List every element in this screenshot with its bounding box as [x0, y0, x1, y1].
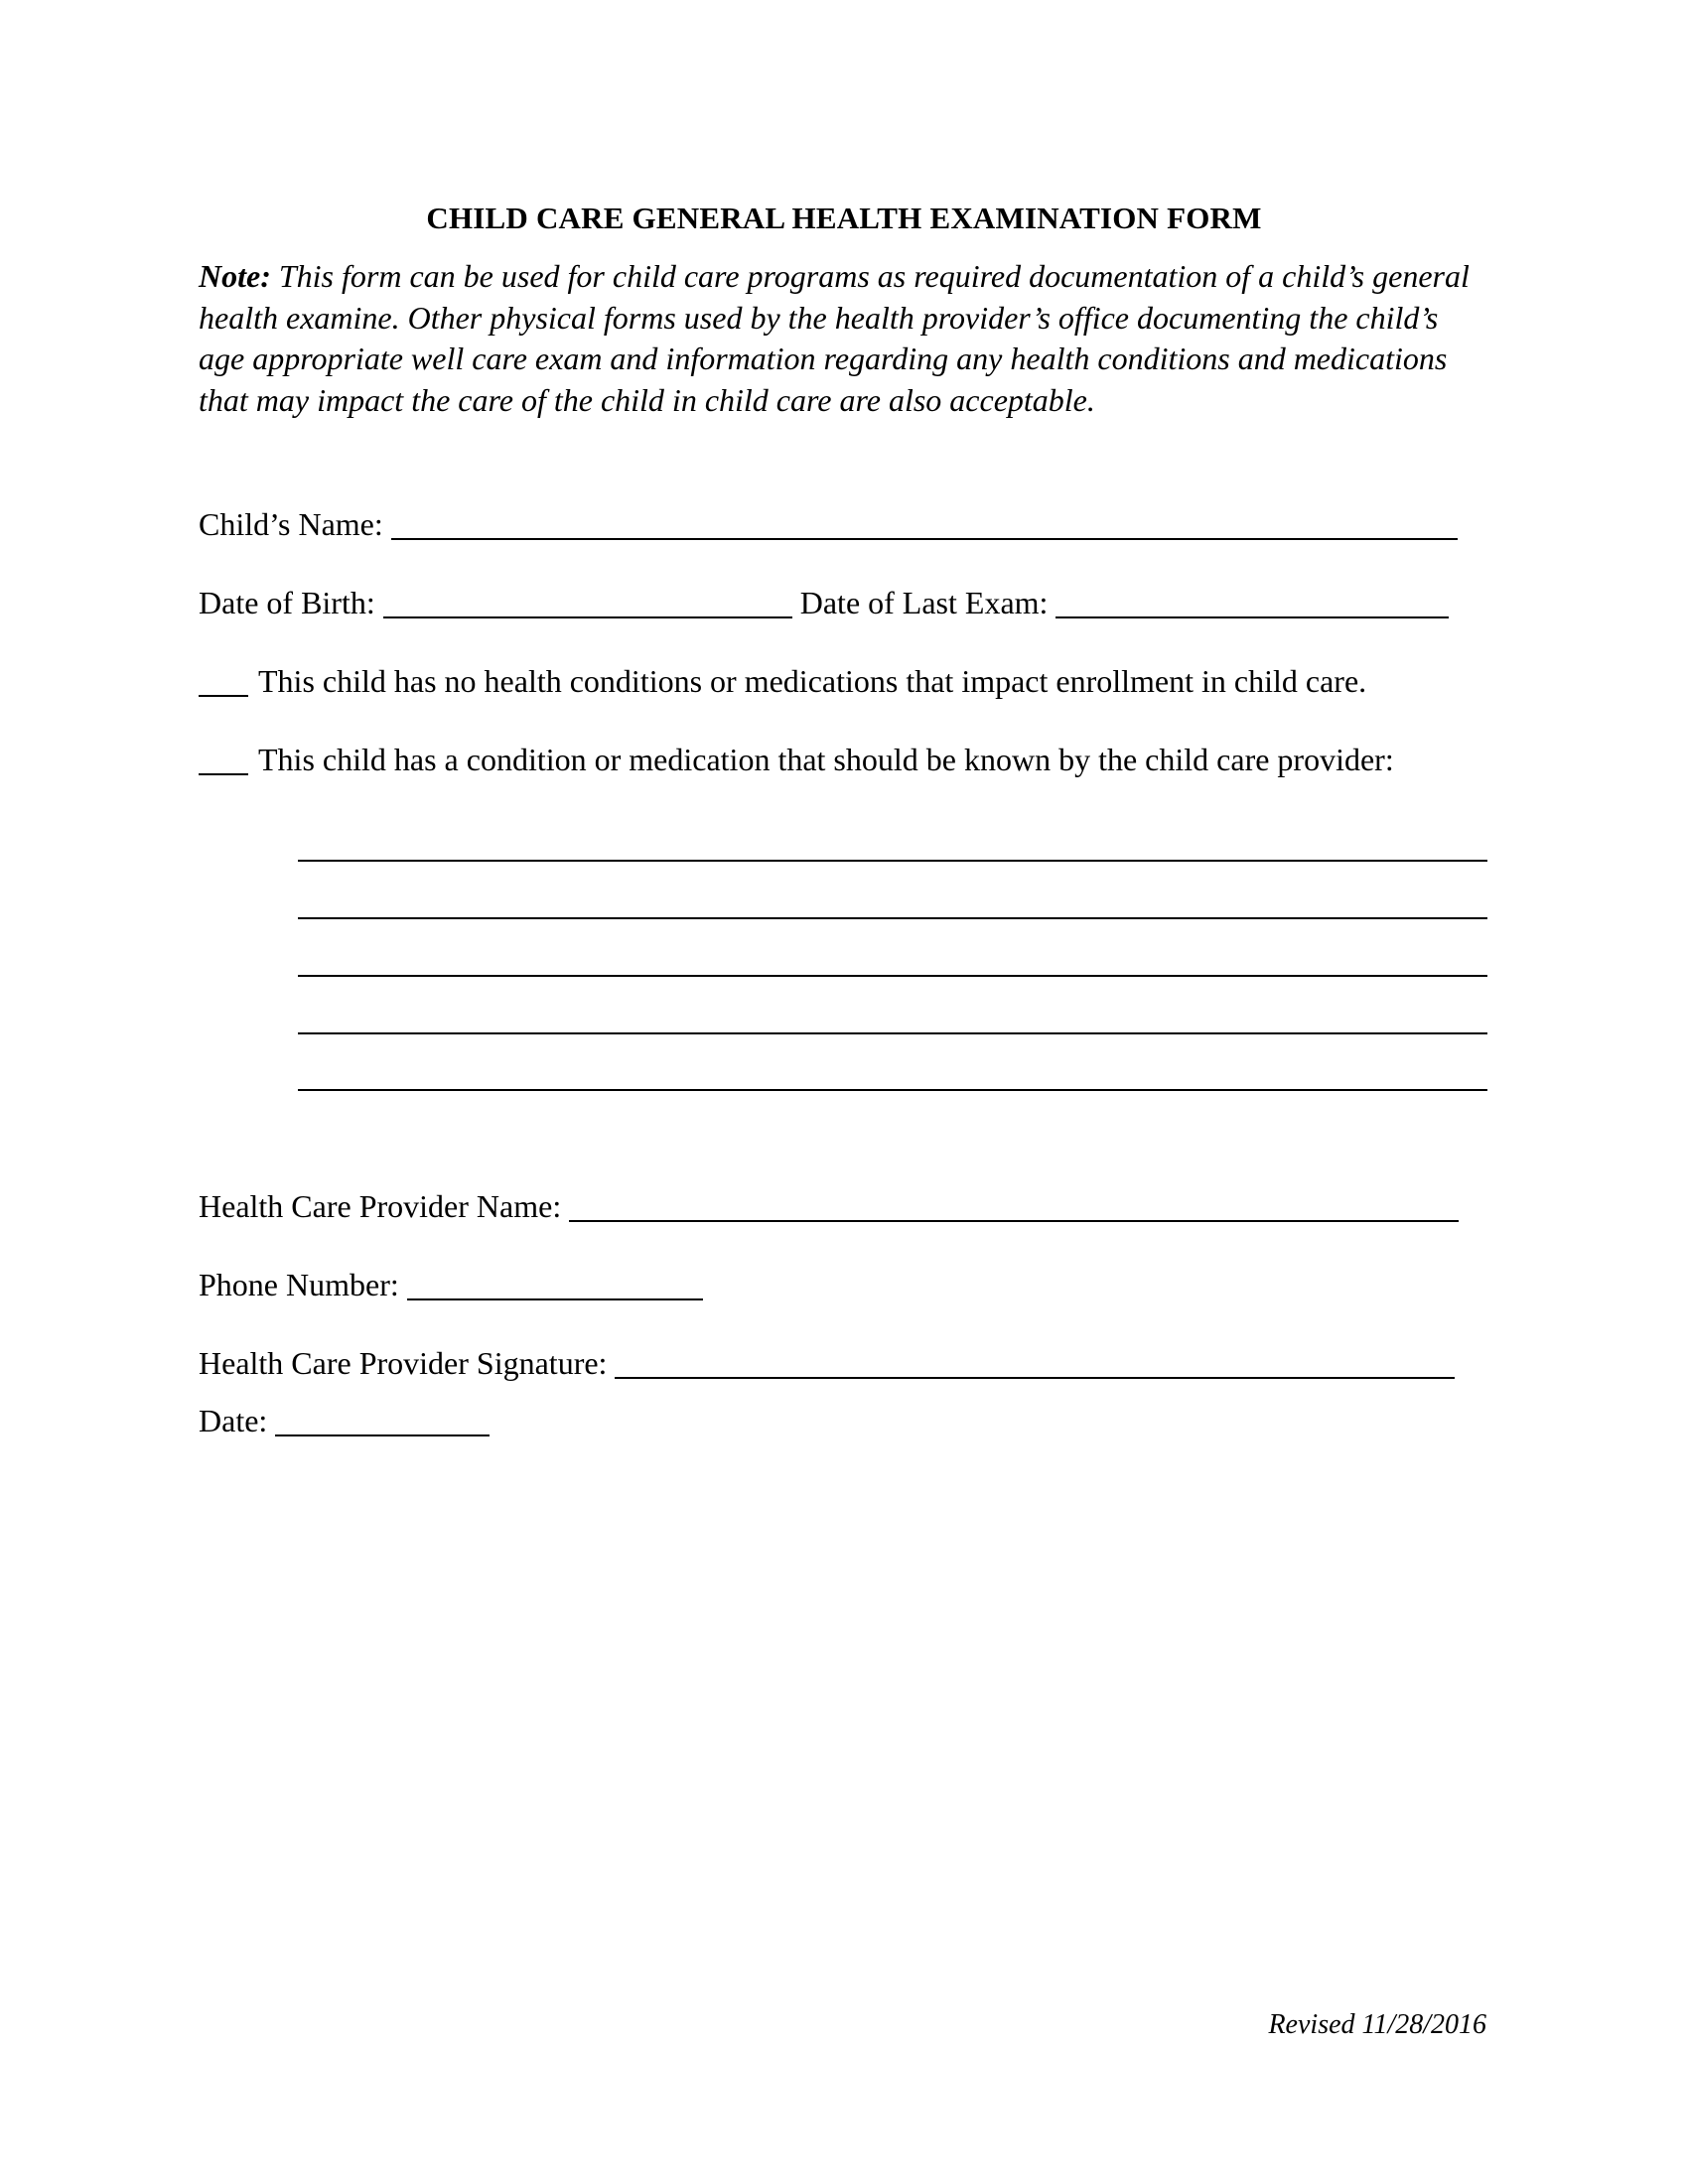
checkbox-row-no-conditions	[199, 661, 1366, 701]
has-condition-checkbox[interactable]	[199, 744, 248, 775]
form-title: CHILD CARE GENERAL HEALTH EXAMINATION FORM	[426, 201, 1262, 235]
signature-label: Health Care Provider Signature:	[199, 1345, 608, 1381]
revised-date: Revised 11/28/2016	[1268, 2009, 1486, 2040]
condition-line[interactable]	[298, 1032, 1487, 1034]
provider-name-field[interactable]	[569, 1190, 1459, 1222]
no-conditions-label: This child has no health conditions or medications that impact enrollment in child care.	[258, 663, 1367, 699]
condition-line[interactable]	[298, 917, 1487, 919]
last-exam-field[interactable]	[1055, 587, 1449, 618]
child-name-row	[199, 504, 1458, 544]
child-name-field[interactable]	[391, 508, 1458, 540]
phone-row	[199, 1265, 703, 1304]
condition-line[interactable]	[298, 1089, 1487, 1091]
dob-field[interactable]	[383, 587, 792, 618]
signature-row	[199, 1343, 1455, 1383]
no-conditions-checkbox[interactable]	[199, 665, 248, 697]
provider-name-row	[199, 1186, 1459, 1226]
form-note	[199, 256, 1489, 421]
date-row	[199, 1401, 490, 1440]
note-text: This form can be used for child care programs as required documentation of a child’s general health examine. Other physical forms used by the health provider’s office documenting the child’s age appropriate well care exam and information regarding any health conditions and medications that may impact the care of the child in child care are also acceptable.	[199, 258, 1470, 418]
has-condition-label: This child has a condition or medication that should be known by the child care provider:	[258, 742, 1394, 777]
dates-row	[199, 583, 1449, 622]
date-field[interactable]	[275, 1405, 490, 1436]
phone-label: Phone Number:	[199, 1267, 399, 1302]
date-label: Date:	[199, 1403, 268, 1438]
last-exam-label: Date of Last Exam:	[799, 585, 1049, 620]
child-name-label: Child’s Name:	[199, 506, 383, 542]
checkbox-row-has-condition	[199, 740, 1394, 779]
provider-name-label: Health Care Provider Name:	[199, 1188, 562, 1224]
signature-field[interactable]	[615, 1347, 1455, 1379]
phone-field[interactable]	[407, 1269, 703, 1300]
condition-line[interactable]	[298, 860, 1487, 862]
dob-label: Date of Birth:	[199, 585, 375, 620]
note-label: Note:	[199, 258, 271, 294]
condition-line[interactable]	[298, 975, 1487, 977]
